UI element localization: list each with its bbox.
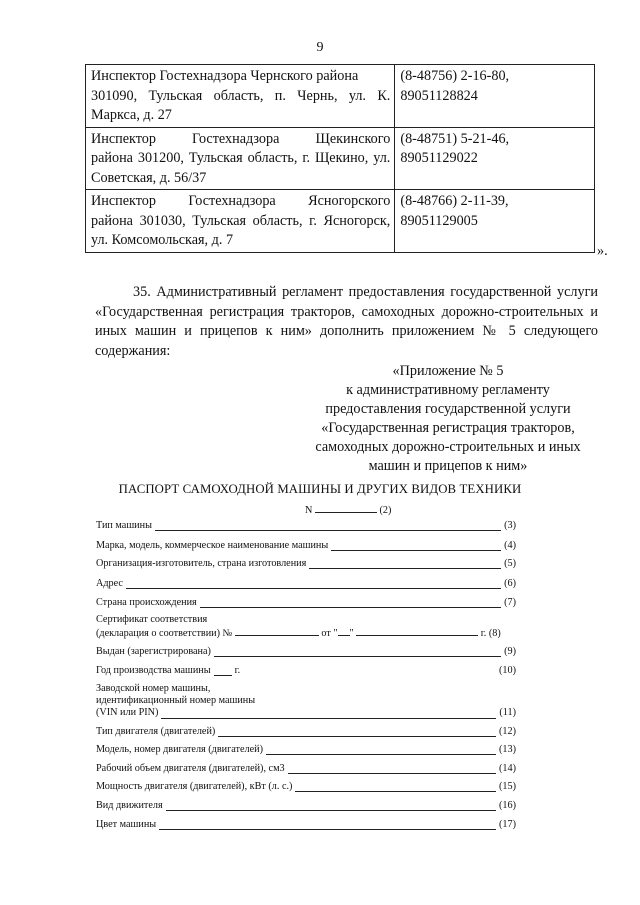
input-line [218, 727, 496, 737]
field-address: Адрес (6) [96, 578, 516, 589]
passport-number-prefix: N [305, 505, 313, 516]
field-engine-type: Тип двигателя (двигателей) (12) [96, 726, 516, 737]
input-line [126, 579, 501, 589]
field-machine-type: Тип машины (3) [96, 520, 516, 531]
table-row [86, 190, 595, 253]
input-line [200, 598, 501, 608]
phone-mobile: 89051128824 [400, 87, 478, 104]
passport-number-line [315, 503, 377, 513]
input-line [266, 745, 496, 755]
input-line [166, 801, 496, 811]
input-line [235, 626, 319, 636]
table-row [86, 127, 595, 190]
inspector-address-cell [86, 190, 395, 253]
inspector-phones-cell [395, 65, 595, 128]
page-number: 9 [316, 40, 324, 55]
input-line [155, 521, 501, 531]
appendix-line: к административному регламенту [346, 382, 550, 398]
input-line [214, 647, 501, 657]
input-line [338, 626, 350, 636]
phone-landline: (8-48751) 5-21-46, [400, 130, 510, 147]
input-line [331, 541, 501, 551]
input-line [356, 626, 478, 636]
field-serial-vin: Заводской номер машины, идентификационный номер машины (VIN или PIN) (11) [96, 683, 516, 718]
field-engine-model: Модель, номер двигателя (двигателей) (13) [96, 744, 516, 755]
input-line [288, 764, 496, 774]
field-issued: Выдан (зарегистрирована) (9) [96, 646, 516, 657]
phone-landline: (8-48766) 2-11-39, [400, 193, 509, 209]
closing-quote: ». [597, 243, 608, 259]
phone-mobile: 89051129005 [400, 212, 478, 229]
amendment-paragraph: 35. Административный регламент предоставления государственной услуги «Государственная регистрация тракторов, самоходных дорожно-строительных и иных машин и прицепов к ним» дополнить приложением № 5 следующего содержания: [95, 284, 598, 359]
inspector-phones-cell [395, 190, 595, 253]
field-propulsion: Вид движителя (16) [96, 800, 516, 811]
inspector-phones-cell [395, 127, 595, 190]
phone-landline: (8-48756) 2-16-80, [400, 68, 510, 84]
field-engine-power: Мощность двигателя (двигателей), кВт (л. с.) (15) [96, 781, 516, 792]
passport-title: ПАСПОРТ САМОХОДНОЙ МАШИНЫ И ДРУГИХ ВИДОВ ТЕХНИКИ [118, 482, 522, 496]
passport-number [305, 503, 391, 516]
inspector-title: Инспектор Гостехнадзора Чернского района [91, 68, 359, 84]
field-country-origin: Страна происхождения (7) [96, 597, 516, 608]
inspector-address: района 301030, Тульская область, г. Ясногорск, ул. Комсомольская, д. 7 [91, 212, 391, 248]
input-line [161, 709, 496, 719]
field-production-year: Год производства машины г. (10) [96, 665, 516, 676]
appendix-line: «Государственная регистрация тракторов, [321, 420, 575, 436]
input-line [214, 666, 232, 676]
field-engine-volume: Рабочий объем двигателя (двигателей), см3 (14) [96, 763, 516, 774]
field-brand-model: Марка, модель, коммерческое наименование машины (4) [96, 540, 516, 551]
inspector-title: Инспектор Гостехнадзора Ясногорского [91, 193, 391, 209]
inspectors-table [85, 64, 595, 253]
input-line [309, 559, 501, 569]
appendix-line: машин и прицепов к ним» [368, 458, 528, 474]
appendix-header [300, 362, 596, 476]
inspector-address: района 301200, Тульская область, г. Щекино, ул. Советская, д. 56/37 [91, 150, 391, 186]
table-row [86, 65, 595, 128]
inspector-title: Инспектор Гостехнадзора Щекинского [91, 130, 391, 147]
passport-number-suffix: (2) [379, 505, 392, 516]
input-line [295, 782, 496, 792]
phone-mobile: 89051129022 [400, 150, 478, 166]
inspector-address-cell [86, 127, 395, 190]
appendix-line: самоходных дорожно-строительных и иных [315, 439, 581, 455]
inspector-address-cell [86, 65, 395, 128]
field-certificate: Сертификат соответствия (декларация о соответствии) № от " " г. (8) [96, 614, 501, 639]
input-line [159, 820, 496, 830]
field-manufacturer: Организация-изготовитель, страна изготовления (5) [96, 558, 516, 569]
inspector-address: 301090, Тульская область, п. Чернь, ул. К. Маркса, д. 27 [91, 87, 391, 123]
field-color: Цвет машины (17) [96, 819, 516, 830]
appendix-line: «Приложение № 5 [392, 363, 504, 379]
appendix-line: предоставления государственной услуги [325, 401, 571, 417]
